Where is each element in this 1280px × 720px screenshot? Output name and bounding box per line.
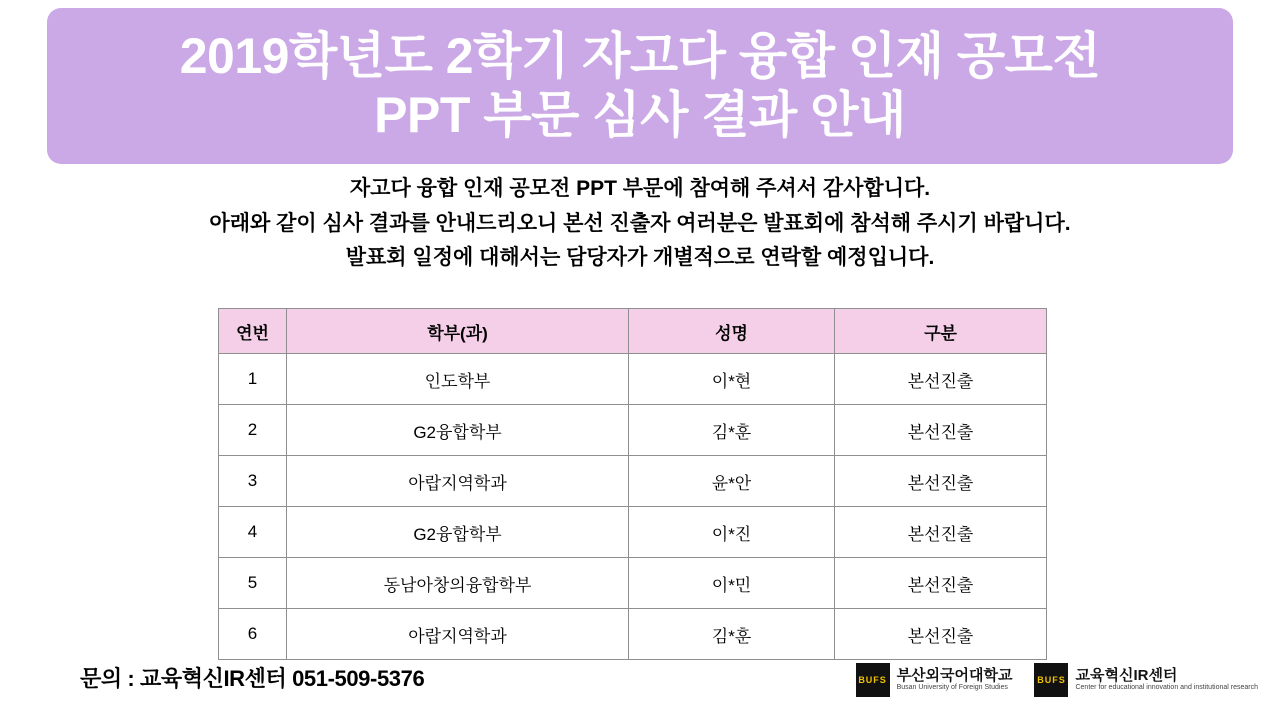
- table-row: [219, 456, 1047, 507]
- center-logo-text: [1075, 668, 1258, 693]
- cell-name: 이*진: [629, 507, 835, 558]
- cell-dept: 아랍지역학과: [287, 456, 629, 507]
- university-logo-text: [897, 668, 1013, 693]
- cell-name: 김*훈: [629, 609, 835, 660]
- cell-no: 2: [219, 405, 287, 456]
- contact-info: 문의 : 교육혁신IR센터 051-509-5376: [80, 666, 425, 691]
- column-header-no: 연번: [219, 309, 287, 354]
- bufs-emblem-icon: [1034, 663, 1068, 697]
- university-name-ko: 부산외국어대학교: [896, 666, 1013, 684]
- table-header-row: [219, 309, 1047, 354]
- table-row: [219, 405, 1047, 456]
- intro-line-2: 아래와 같이 심사 결과를 안내드리오니 본선 진출자 여러분은 발표회에 참석해 주시기 바랍니다.: [209, 211, 1071, 235]
- cell-no: 5: [219, 558, 287, 609]
- results-table-container: [218, 308, 1046, 660]
- cell-dept: 동남아창의융합학부: [287, 558, 629, 609]
- table-row: [219, 558, 1047, 609]
- table-row: [219, 507, 1047, 558]
- cell-type: 본선진출: [835, 354, 1047, 405]
- bufs-emblem-text: BUFS: [1037, 674, 1066, 685]
- title-line-1: 2019학년도 2학기 자고다 융합 인재 공모전: [179, 28, 1101, 84]
- table-row: [219, 609, 1047, 660]
- column-header-type: 구분: [835, 309, 1047, 354]
- logo-group: [852, 660, 1262, 700]
- cell-no: 3: [219, 456, 287, 507]
- title-banner: [47, 8, 1233, 164]
- center-name-en: Center for educational innovation and institutional research: [1075, 684, 1258, 692]
- intro-paragraph: [0, 172, 1280, 276]
- bufs-emblem-icon: [856, 663, 890, 697]
- cell-name: 이*민: [629, 558, 835, 609]
- cell-type: 본선진출: [835, 558, 1047, 609]
- cell-name: 이*현: [629, 354, 835, 405]
- cell-type: 본선진출: [835, 405, 1047, 456]
- cell-dept: G2융합학부: [287, 507, 629, 558]
- column-header-name: 성명: [629, 309, 835, 354]
- university-logo: [852, 660, 1017, 700]
- intro-line-1: 자고다 융합 인재 공모전 PPT 부문에 참여해 주셔서 감사합니다.: [349, 177, 931, 200]
- cell-no: 6: [219, 609, 287, 660]
- results-table: [218, 308, 1047, 660]
- intro-line-3: 발표회 일정에 대해서는 담당자가 개별적으로 연락할 예정입니다.: [345, 246, 935, 270]
- university-name-en: Busan University of Foreign Studies: [896, 684, 1008, 692]
- column-header-dept: 학부(과): [287, 309, 629, 354]
- bufs-emblem-text: BUFS: [858, 674, 887, 685]
- title-line-2: PPT 부문 심사 결과 안내: [374, 87, 906, 143]
- cell-name: 김*훈: [629, 405, 835, 456]
- cell-dept: 인도학부: [287, 354, 629, 405]
- cell-type: 본선진출: [835, 507, 1047, 558]
- cell-type: 본선진출: [835, 456, 1047, 507]
- cell-name: 윤*안: [629, 456, 835, 507]
- cell-dept: G2융합학부: [287, 405, 629, 456]
- cell-no: 1: [219, 354, 287, 405]
- table-row: [219, 354, 1047, 405]
- cell-no: 4: [219, 507, 287, 558]
- cell-type: 본선진출: [835, 609, 1047, 660]
- cell-dept: 아랍지역학과: [287, 609, 629, 660]
- center-logo: [1030, 660, 1262, 700]
- center-name-ko: 교육혁신IR센터: [1075, 666, 1178, 684]
